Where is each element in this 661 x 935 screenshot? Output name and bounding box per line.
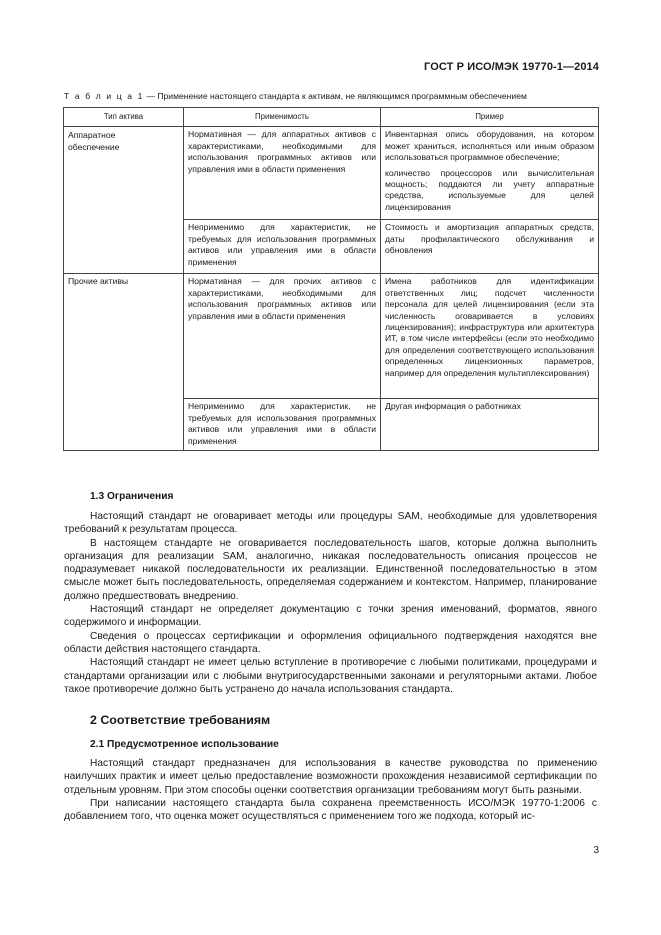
example-text: Инвентарная опись оборудования, на котором может храниться, исполняться или иным образом использоваться программное обеспечение;: [385, 129, 594, 163]
paragraph: Настоящий стандарт не оговаривает методы или процедуры SAM, необходимые для удовлетворения требований к результатам процесса.: [64, 511, 597, 536]
assets-table: [63, 107, 599, 451]
col-header-type: Тип актива: [64, 108, 184, 127]
paragraph: Настоящий стандарт предназначен для использования в качестве руководства по применению наилучших практик и имеет целью предоставление возможности прохождения независимой сертификации по отдельным уровням. При этом способы оценки соответствия организации требованиям могут быть разными.: [64, 758, 597, 796]
cell-applicability: Неприменимо для характеристик, не требуемых для использования программных активов или управления ими в области применения: [184, 399, 381, 451]
paragraph: Сведения о процессах сертификации и оформления официального подтверждения находятся вне области действия настоящего стандарта.: [64, 630, 597, 655]
cell-applicability: Нормативная — для аппаратных активов с характеристиками, необходимыми для использования программных активов или управления ими в области применения: [184, 127, 381, 220]
table-caption: [64, 91, 527, 101]
table-caption-text: — Применение настоящего стандарта к активам, не являющимся программным обеспечением: [143, 91, 527, 101]
example-text: количество процессоров или вычислительная мощность; поддаются ли учету аппаратные средства, используемые для целей лицензирования: [385, 167, 594, 212]
col-header-applicability: Применимость: [184, 108, 381, 127]
table-row: [64, 127, 599, 220]
cell-example: Имена работников для идентификации ответственных лиц; подсчет численности персонала для целей лицензирования (если эта численность оговаривается в условиях лицензирования); инфраструктура или архитектура ИТ, в том числе интерфейсы (если это необходимо для определения соответствующего использования определенных лицензионных параметров, например для определения мультиплексирования): [381, 274, 599, 399]
table-row: [64, 274, 599, 399]
section-heading-1-3: 1.3 Ограничения: [90, 491, 174, 502]
paragraph: В настоящем стандарте не оговаривается последовательность шагов, которые должна выполнить организация для реализации SAM, аналогично, никакая последовательность описания процессов не подразумевает никакой последовательности их реализации. Единственной последовательностью в этом смысле может быть последовательность, определяемая содержанием и контекстом. Например, планирование должно предшествовать внедрению.: [64, 537, 597, 602]
document-header: ГОСТ Р ИСО/МЭК 19770-1—2014: [424, 61, 599, 73]
cell-example: [381, 127, 599, 220]
section-2-1-body: [64, 757, 597, 823]
section-heading-2: 2 Соответствие требованиям: [90, 713, 271, 727]
section-heading-2-1: 2.1 Предусмотренное использование: [90, 739, 279, 750]
paragraph: Настоящий стандарт не имеет целью вступление в противоречие с любыми политиками, процедурами и стандартами организации или с любыми внутригосударственными законами и регуляторными актами. Любое такое противоречие должно быть устранено до начала использования стандарта.: [64, 657, 597, 695]
cell-example: Стоимость и амортизация аппаратных средств, даты профилактического обслуживания и обновления: [381, 220, 599, 274]
cell-example: Другая информация о работниках: [381, 399, 599, 451]
cell-asset-type: Прочие активы: [64, 274, 184, 451]
paragraph: Настоящий стандарт не определяет документацию с точки зрения именований, форматов, явного содержимого и информации.: [64, 604, 597, 629]
cell-applicability: Неприменимо для характеристик, не требуемых для использования программных активов или управления ими в области применения: [184, 220, 381, 274]
cell-asset-type: Аппаратное обеспечение: [64, 127, 184, 274]
paragraph: При написании настоящего стандарта была сохранена преемственность ИСО/МЭК 19770-1:2006 с добавлением того, что оценка может осуществляться с применением того же подхода, который ис-: [64, 797, 597, 823]
col-header-example: Пример: [381, 108, 599, 127]
table-header-row: [64, 108, 599, 127]
cell-applicability: Нормативная — для прочих активов с характеристиками, необходимыми для использования программных активов или управления ими в области применения: [184, 274, 381, 399]
section-1-3-body: [64, 510, 597, 696]
page-number: 3: [593, 845, 599, 856]
table-caption-prefix: Т а б л и ц а 1: [64, 91, 144, 101]
